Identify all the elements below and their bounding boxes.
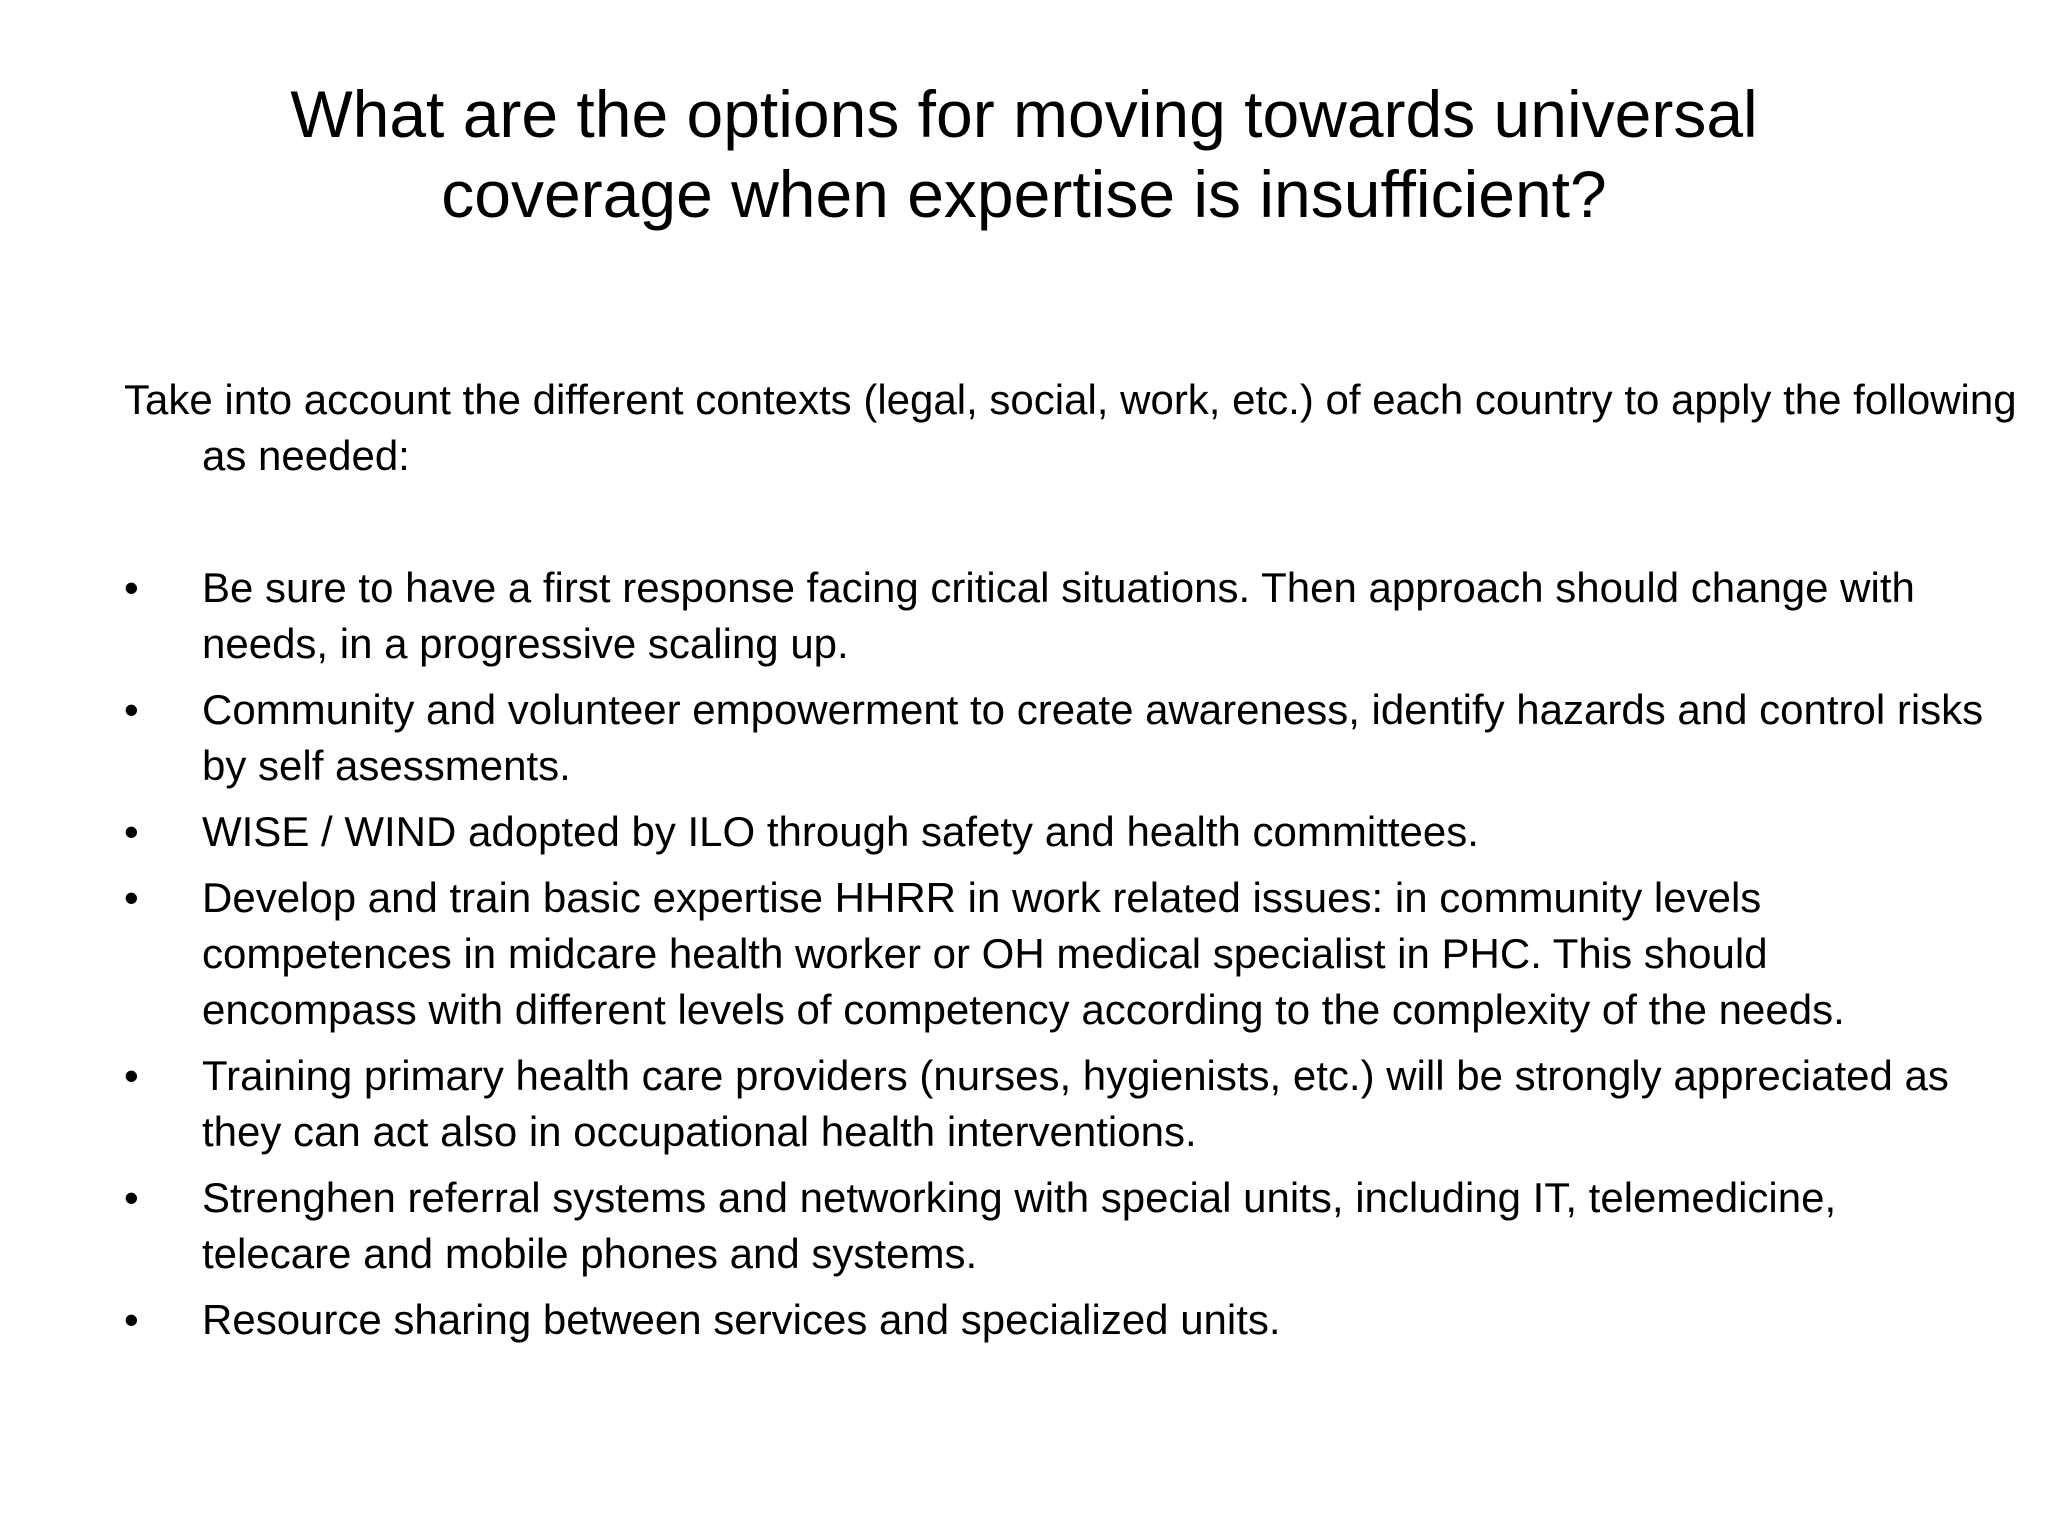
bullet-icon: • xyxy=(124,808,139,855)
bullet-item xyxy=(124,1292,1984,1348)
bullet-text: Be sure to have a first response facing critical situations. Then approach should change with needs, in a progressive scaling up. xyxy=(202,564,1915,667)
bullet-list xyxy=(124,560,1984,1358)
bullet-icon: • xyxy=(124,1174,139,1221)
bullet-item xyxy=(124,870,1984,1038)
bullet-text: Resource sharing between services and specialized units. xyxy=(202,1296,1281,1343)
bullet-item xyxy=(124,682,1984,794)
bullet-text: Strenghen referral systems and networking with special units, including IT, telemedicine, telecare and mobile phones and systems. xyxy=(202,1174,1837,1277)
bullet-icon: • xyxy=(124,1052,139,1099)
bullet-icon: • xyxy=(124,1296,139,1343)
slide-title: What are the options for moving towards universal coverage when expertise is insufficient? xyxy=(290,77,1758,231)
bullet-item xyxy=(124,1048,1984,1160)
bullet-icon: • xyxy=(124,686,139,733)
bullet-item xyxy=(124,560,1984,672)
bullet-text: WISE / WIND adopted by ILO through safety and health committees. xyxy=(202,808,1479,855)
bullet-item xyxy=(124,1170,1984,1282)
bullet-icon: • xyxy=(124,564,139,611)
bullet-icon: • xyxy=(124,874,139,921)
bullet-item xyxy=(124,804,1984,860)
bullet-text: Training primary health care providers (nurses, hygienists, etc.) will be strongly appreciated as they can act also in occupational health interventions. xyxy=(202,1052,1949,1155)
bullet-text: Develop and train basic expertise HHRR in work related issues: in community levels competences in midcare health worker or OH medical specialist in PHC. This should encompass with different levels of competency according to the complexity of the needs. xyxy=(202,874,1845,1033)
intro-paragraph: Take into account the different contexts (legal, social, work, etc.) of each country to apply the following as needed: xyxy=(124,376,2017,479)
bullet-text: Community and volunteer empowerment to create awareness, identify hazards and control risks by self asessments. xyxy=(202,686,1984,789)
